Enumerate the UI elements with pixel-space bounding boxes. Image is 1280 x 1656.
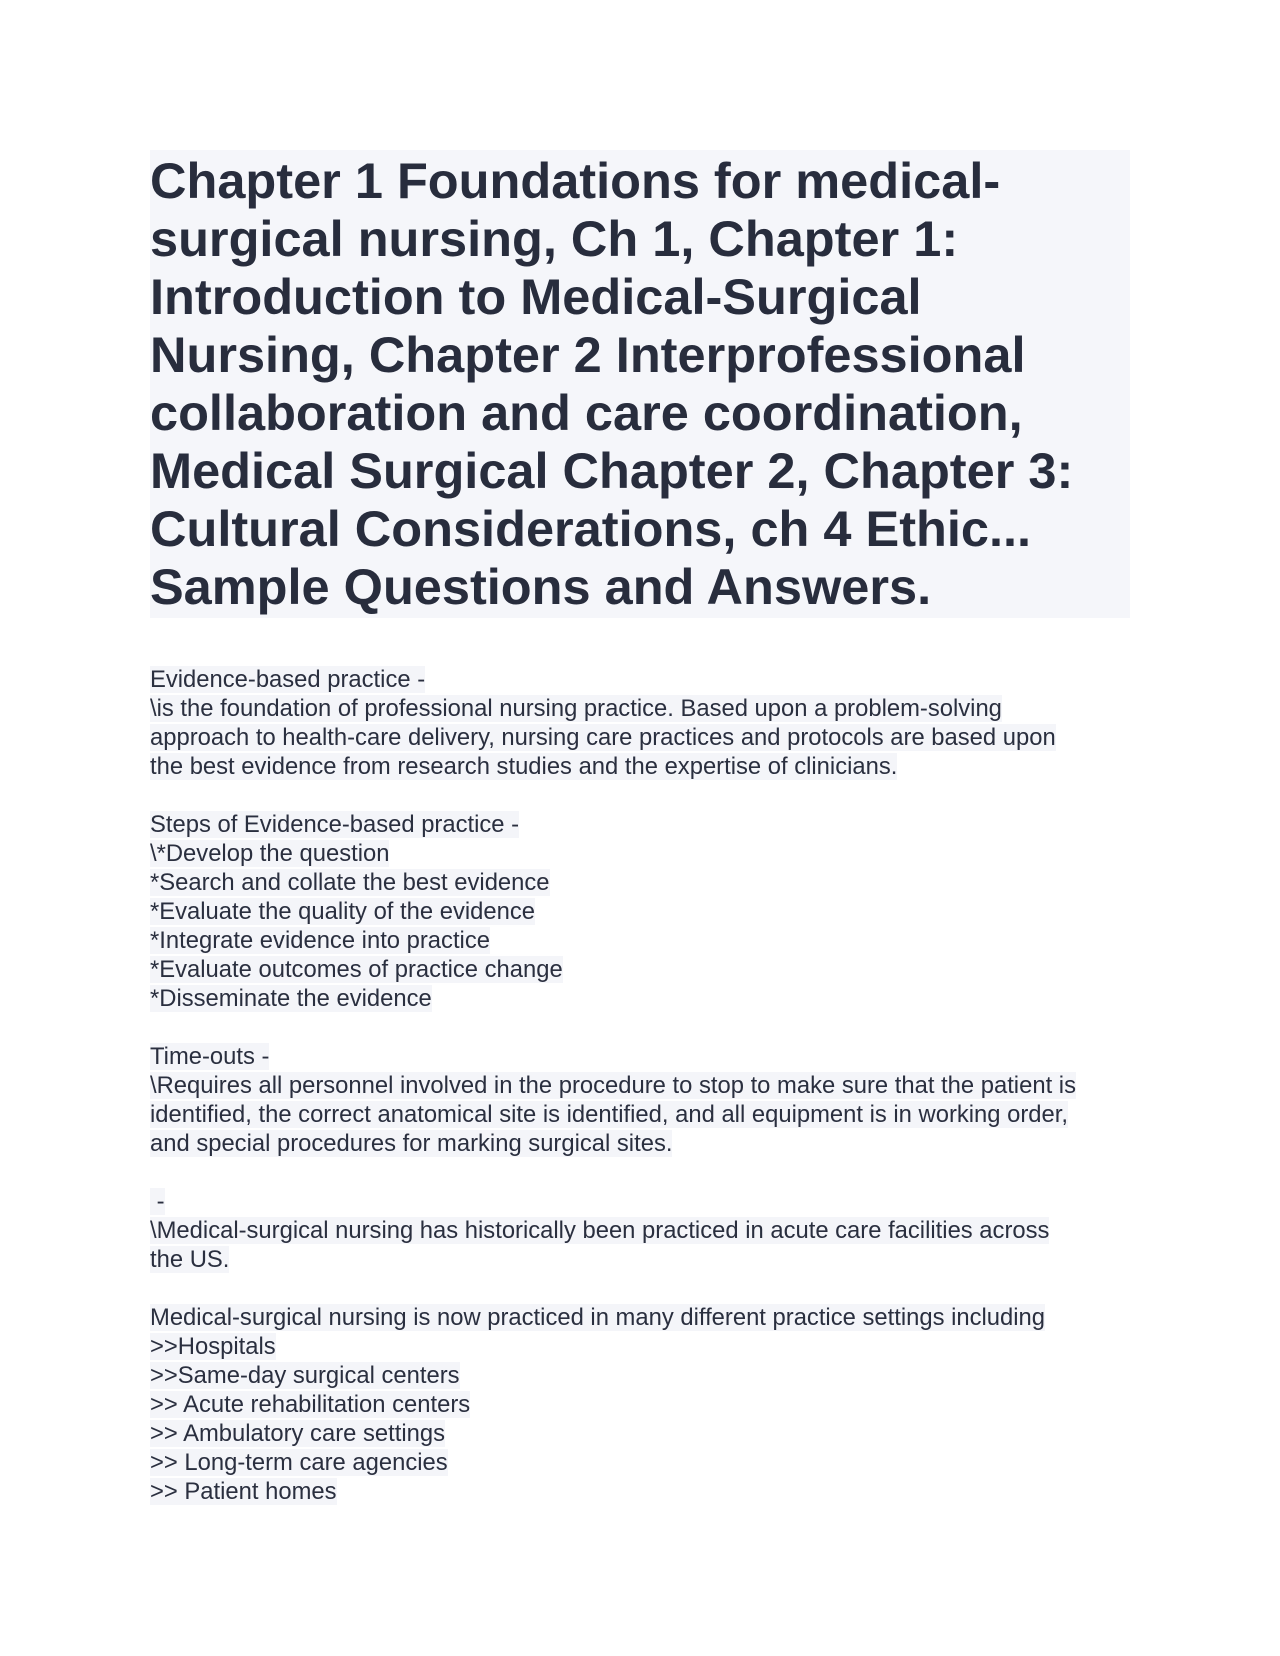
qa-definition-line: *Evaluate the quality of the evidence [150, 898, 535, 925]
qa-definition-line: the US. [150, 1246, 230, 1273]
qa-content [150, 665, 1130, 1506]
qa-definition-line: >>Hospitals [150, 1333, 276, 1360]
qa-definition-line: \Medical-surgical nursing has historically been practiced in acute care facilities across [150, 1217, 1050, 1244]
qa-definition-line: >> Ambulatory care settings [150, 1420, 445, 1447]
qa-definition-line: >> Patient homes [150, 1478, 337, 1505]
document-page [150, 150, 1130, 1535]
qa-term: Evidence-based practice - [150, 666, 426, 693]
qa-definition-line: \Requires all personnel involved in the procedure to stop to make sure that the patient is [150, 1072, 1076, 1099]
title-line: Medical Surgical Chapter 2, Chapter 3: [150, 442, 1074, 499]
qa-term: Medical-surgical nursing is now practiced in many different practice settings including [150, 1304, 1046, 1331]
qa-definition-line: identified, the correct anatomical site is identified, and all equipment is in working order, [150, 1101, 1068, 1128]
qa-item [150, 1042, 1130, 1158]
title-line: surgical nursing, Ch 1, Chapter 1: [150, 210, 959, 267]
title-line: Chapter 1 Foundations for medical- [150, 152, 1001, 209]
qa-definition-line: approach to health-care delivery, nursing care practices and protocols are based upon [150, 724, 1056, 751]
qa-item [150, 810, 1130, 1013]
title-line: collaboration and care coordination, [150, 384, 1023, 441]
qa-item [150, 1303, 1130, 1506]
title-line: Sample Questions and Answers. [150, 558, 932, 615]
qa-definition-line: *Evaluate outcomes of practice change [150, 956, 563, 983]
qa-item [150, 1187, 1130, 1274]
qa-term: Steps of Evidence-based practice - [150, 811, 520, 838]
qa-term: Time-outs - [150, 1043, 270, 1070]
qa-definition-line: >> Acute rehabilitation centers [150, 1391, 471, 1418]
qa-definition-line: *Disseminate the evidence [150, 985, 432, 1012]
title-line: Nursing, Chapter 2 Interprofessional [150, 326, 1026, 383]
qa-definition-line: *Search and collate the best evidence [150, 869, 550, 896]
qa-definition-line: >> Long-term care agencies [150, 1449, 448, 1476]
qa-definition-line: >>Same-day surgical centers [150, 1362, 460, 1389]
qa-definition-line: \is the foundation of professional nursing practice. Based upon a problem-solving [150, 695, 1002, 722]
qa-definition-line: the best evidence from research studies and the expertise of clinicians. [150, 753, 898, 780]
qa-term: - [150, 1188, 165, 1215]
qa-definition-line: *Integrate evidence into practice [150, 927, 490, 954]
title-line: Introduction to Medical-Surgical [150, 268, 922, 325]
qa-item [150, 665, 1130, 781]
qa-definition-line: \*Develop the question [150, 840, 390, 867]
qa-definition-line: and special procedures for marking surgical sites. [150, 1130, 673, 1157]
document-title [150, 152, 1130, 616]
title-block [150, 150, 1130, 618]
title-line: Cultural Considerations, ch 4 Ethic... [150, 500, 1032, 557]
